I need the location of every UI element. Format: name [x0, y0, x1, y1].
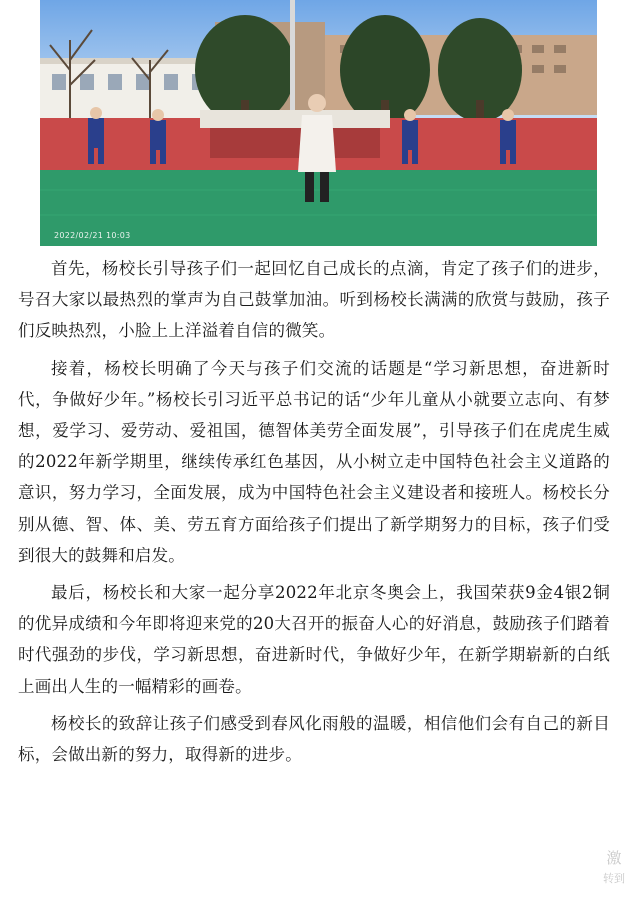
paragraph-2: 接着，杨校长明确了今天与孩子们交流的话题是“学习新思想，奋进新时代，争做好少年。”杨校长引习近平总书记的话“少年儿童从小就要立志向、有梦想，爱学习、爱劳动、爱祖国，德智体美劳全面发展”，引导孩子们在虎虎生威的2022年新学期里，继续传承红色基因，从小树立走中国特色社会主义道路的意识，努力学习，全面发展，成为中国特色社会主义建设者和接班人。杨校长分别从德、智、体、美、劳五育方面给孩子们提出了新学期努力的目标，孩子们受到很大的鼓舞和启发。 [18, 358, 610, 565]
watermark-line-2: 转到 [603, 872, 625, 885]
paragraph-4: 杨校长的致辞让孩子们感受到春风化雨般的温暖，相信他们会有自己的新目标，会做出新的努力，取得新的进步。 [18, 713, 610, 765]
article-photo [40, 0, 597, 246]
watermark-line-1: 激 [606, 849, 622, 867]
platform-watermark [602, 848, 626, 890]
paragraph-3: 最后，杨校长和大家一起分享2022年北京冬奥会上，我国荣获9金4银2铜的优异成绩和今年即将迎来党的20大召开的振奋人心的好消息，鼓励孩子们踏着时代强劲的步伐，学习新思想，奋进新时代，争做好少年，在新学期崭新的白纸上画出人生的一幅精彩的画卷。 [18, 583, 610, 696]
paragraph-1: 首先，杨校长引导孩子们一起回忆自己成长的点滴，肯定了孩子们的进步，号召大家以最热烈的掌声为自己鼓掌加油。听到杨校长满满的欣赏与鼓励，孩子们反映热烈，小脸上上洋溢着自信的微笑。 [18, 259, 610, 341]
photo-timestamp: 2022/02/21 10:03 [54, 231, 131, 240]
school-flag-ceremony-photo [40, 0, 597, 246]
article-body [18, 253, 610, 776]
